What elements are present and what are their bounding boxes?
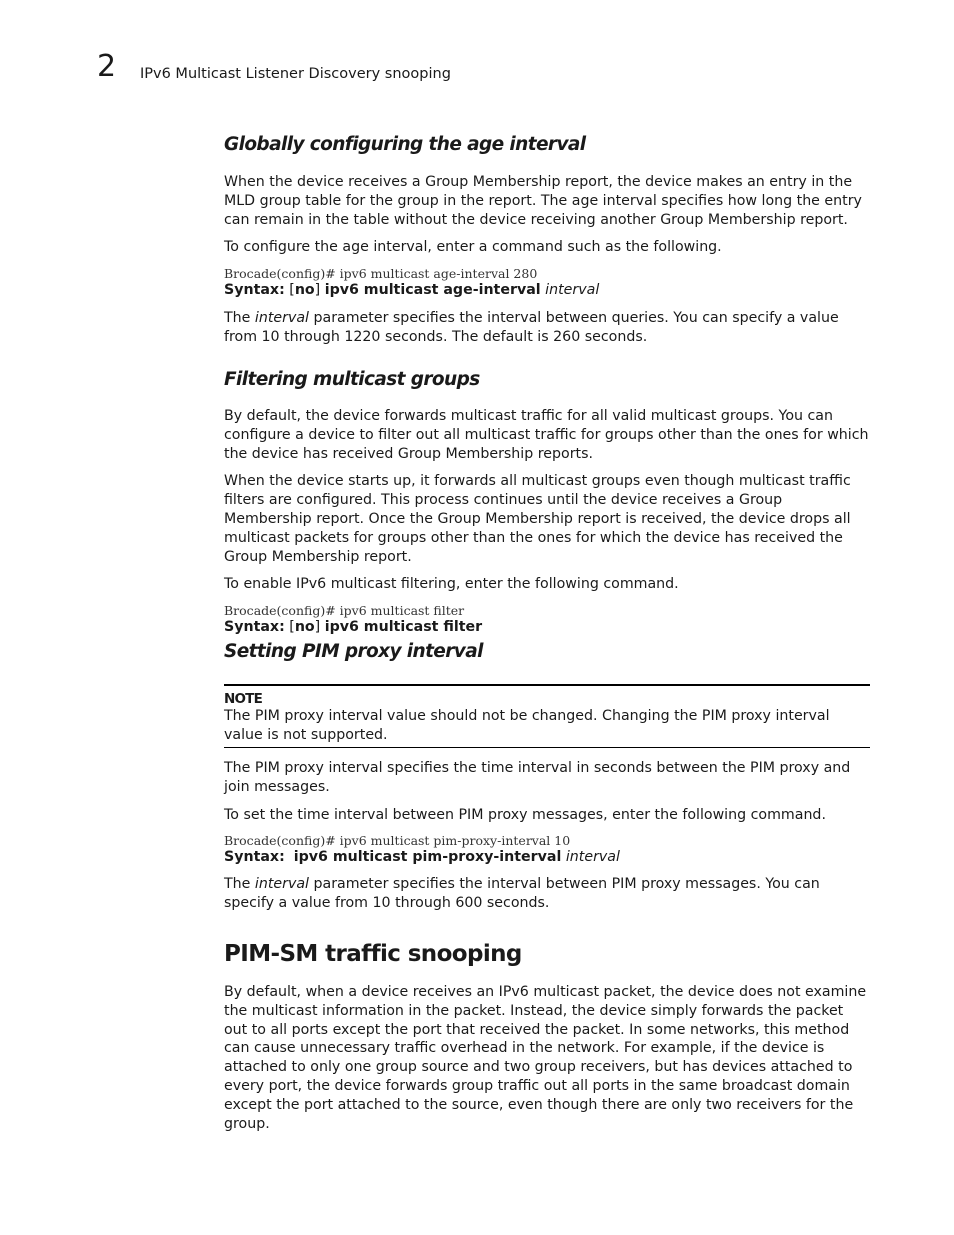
text-run: parameter specifies the interval between queries. You can specify a value from 10 through 1220 seconds. The default is 260 seconds. bbox=[224, 310, 839, 345]
syntax-parameter: interval bbox=[545, 282, 600, 299]
param-term: interval bbox=[254, 310, 309, 327]
syntax-command: ipv6 multicast pim-proxy-interval bbox=[293, 849, 562, 866]
param-term: interval bbox=[254, 876, 309, 893]
paragraph: The PIM proxy interval specifies the time interval in seconds between the PIM proxy and join messages. bbox=[224, 760, 851, 795]
syntax-line bbox=[224, 849, 870, 865]
section-age-interval-body bbox=[224, 173, 870, 347]
section-pim-proxy-body bbox=[224, 759, 870, 913]
section-age-interval-heading-wrap bbox=[224, 134, 870, 155]
section-heading-age-interval: Globally configuring the age interval bbox=[224, 134, 586, 155]
syntax-label: Syntax: bbox=[224, 849, 285, 866]
bracket-close: ] bbox=[314, 282, 321, 299]
section-heading-pim-proxy: Setting PIM proxy interval bbox=[224, 641, 483, 662]
syntax-line bbox=[224, 619, 870, 635]
code-example: Brocade(config)# ipv6 multicast filter bbox=[224, 603, 465, 619]
syntax-label: Syntax: bbox=[224, 619, 285, 636]
note-label: NOTE bbox=[224, 691, 263, 707]
syntax-command: ipv6 multicast filter bbox=[324, 619, 483, 636]
code-example: Brocade(config)# ipv6 multicast age-interval 280 bbox=[224, 266, 538, 282]
paragraph: To configure the age interval, enter a command such as the following. bbox=[224, 239, 722, 256]
paragraph: When the device starts up, it forwards all multicast groups even though multicast traffic filters are configured. This process continues until the device receives a Group Membership report. Once the Group Membership report is received, the device drops all multicast packets for groups other than the ones for which the device has received the Group Membership report. bbox=[224, 473, 851, 565]
section-filtering-heading-wrap bbox=[224, 369, 870, 390]
section-pim-sm-heading-wrap bbox=[224, 941, 870, 967]
paragraph: By default, when a device receives an IPv6 multicast packet, the device does not examine the multicast information in the packet. Instead, the device simply forwards the packet out to all ports except the port that received the packet. In some networks, this method can cause unnecessary traffic overhead in the network. For example, if the device is attached to only one group source and two group receivers, but has devices attached to every port, the device forwards group traffic out all ports in the same broadcast domain except the port attached to the source, even though there are only two receivers for the group. bbox=[224, 984, 867, 1132]
bracket-close: ] bbox=[314, 619, 321, 636]
section-pim-proxy-heading-wrap bbox=[224, 641, 870, 662]
bracket-open: [ bbox=[289, 619, 295, 636]
note-box bbox=[224, 684, 870, 748]
syntax-command: ipv6 multicast age-interval bbox=[324, 282, 541, 299]
syntax-parameter: interval bbox=[565, 849, 620, 866]
paragraph bbox=[224, 309, 870, 347]
text-run: parameter specifies the interval between PIM proxy messages. You can specify a value from 10 through 600 seconds. bbox=[224, 876, 820, 912]
text-run: The bbox=[224, 876, 255, 893]
paragraph: By default, the device forwards multicast traffic for all valid multicast groups. You can configure a device to filter out all multicast traffic for groups other than the ones for which the device has received Group Membership reports. bbox=[224, 408, 869, 462]
section-heading-pim-sm: PIM-SM traffic snooping bbox=[224, 941, 522, 967]
syntax-line bbox=[224, 282, 870, 298]
paragraph bbox=[224, 875, 870, 913]
bracket-open: [ bbox=[289, 282, 295, 299]
syntax-label: Syntax: bbox=[224, 282, 285, 299]
note-text: The PIM proxy interval value should not be changed. Changing the PIM proxy interval value is not supported. bbox=[224, 708, 830, 743]
section-pim-sm-body bbox=[224, 983, 870, 1133]
chapter-number: 2 bbox=[97, 49, 117, 84]
paragraph: When the device receives a Group Membership report, the device makes an entry in the MLD group table for the group in the report. The age interval specifies how long the entry can remain in the table without the device receiving another Group Membership report. bbox=[224, 174, 862, 228]
text-run: The bbox=[224, 310, 255, 327]
running-header-title: IPv6 Multicast Listener Discovery snooping bbox=[140, 66, 451, 82]
syntax-no-keyword: no bbox=[294, 282, 315, 299]
section-heading-filtering: Filtering multicast groups bbox=[224, 369, 480, 390]
code-example: Brocade(config)# ipv6 multicast pim-proxy-interval 10 bbox=[224, 833, 571, 849]
section-filtering-body bbox=[224, 407, 870, 635]
paragraph: To enable IPv6 multicast filtering, enter the following command. bbox=[224, 576, 679, 593]
paragraph: To set the time interval between PIM proxy messages, enter the following command. bbox=[224, 806, 826, 823]
syntax-no-keyword: no bbox=[294, 619, 315, 636]
